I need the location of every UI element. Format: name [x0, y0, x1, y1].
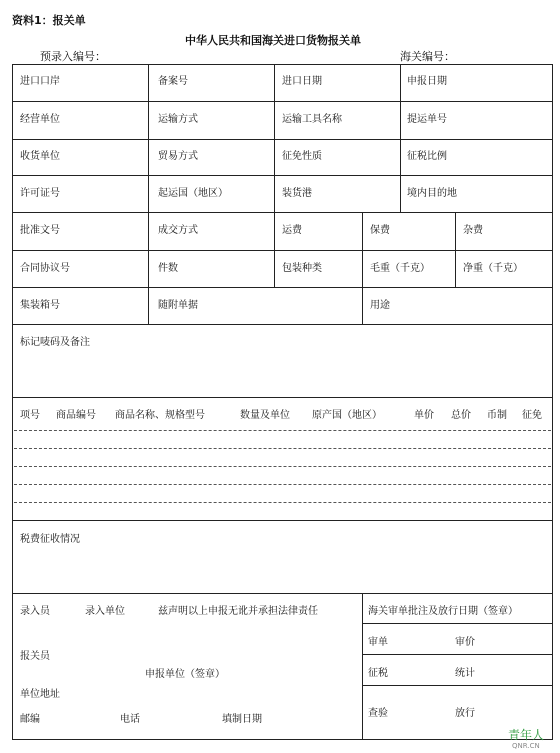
field-vehicle-name: 运输工具名称: [282, 114, 342, 125]
field-loading-port: 装货港: [282, 188, 312, 199]
field-net-weight: 净重（千克）: [463, 263, 523, 274]
field-tax-ratio: 征税比例: [407, 151, 447, 162]
field-tax-status: 税费征收情况: [20, 534, 80, 545]
footer-phone: 电话: [120, 714, 140, 725]
watermark-url: QNR.CN: [512, 742, 540, 750]
footer-inspection: 查验: [368, 708, 388, 719]
field-freight: 运费: [282, 225, 302, 236]
footer-postcode: 邮编: [20, 714, 40, 725]
goods-col-currency: 币制: [487, 410, 507, 421]
field-usage: 用途: [370, 300, 390, 311]
footer-unit-address: 单位地址: [20, 689, 60, 700]
form-title: 中华人民共和国海关进口货物报关单: [185, 34, 361, 47]
field-exemption-nature: 征免性质: [282, 151, 322, 162]
field-container-no: 集装箱号: [20, 300, 60, 311]
field-license-no: 许可证号: [20, 188, 60, 199]
field-gross-weight: 毛重（千克）: [370, 263, 430, 274]
field-consignee: 收货单位: [20, 151, 60, 162]
field-declare-date: 申报日期: [407, 76, 447, 87]
goods-col-levy: 征免: [522, 410, 542, 421]
footer-declaring-unit: 申报单位（签章）: [145, 669, 225, 680]
goods-col-qty-unit: 数量及单位: [240, 410, 290, 421]
material-label: 资料1：报关单: [12, 14, 86, 27]
field-contract-no: 合同协议号: [20, 263, 70, 274]
goods-col-code: 商品编号: [56, 410, 96, 421]
field-record-no: 备案号: [158, 76, 188, 87]
field-package-type: 包装种类: [282, 263, 322, 274]
watermark-brand: 青年人: [508, 728, 545, 742]
footer-entry-clerk: 录入员: [20, 606, 50, 617]
goods-col-origin: 原产国（地区）: [312, 410, 382, 421]
field-deal-mode: 成交方式: [158, 225, 198, 236]
footer-statistics: 统计: [455, 668, 475, 679]
field-pieces: 件数: [158, 263, 178, 274]
goods-col-unit-price: 单价: [414, 410, 434, 421]
field-bill-of-lading: 提运单号: [407, 114, 447, 125]
pre-entry-label: 预录入编号：: [40, 50, 106, 63]
field-approval-no: 批准文号: [20, 225, 60, 236]
field-insurance: 保费: [370, 225, 390, 236]
field-marks-remarks: 标记唛码及备注: [20, 337, 90, 348]
footer-entry-unit: 录入单位: [85, 606, 125, 617]
goods-col-total-price: 总价: [451, 410, 471, 421]
field-import-port: 进口口岸: [20, 76, 60, 87]
field-transport-mode: 运输方式: [158, 114, 198, 125]
field-misc-fee: 杂费: [463, 225, 483, 236]
goods-col-item-no: 项号: [20, 410, 40, 421]
field-domestic-dest: 境内目的地: [407, 188, 457, 199]
field-attached-docs: 随附单据: [158, 300, 198, 311]
footer-customs-approval: 海关审单批注及放行日期（签章）: [368, 606, 518, 617]
footer-fill-date: 填制日期: [222, 714, 262, 725]
field-import-date: 进口日期: [282, 76, 322, 87]
field-origin-country: 起运国（地区）: [158, 188, 228, 199]
footer-review: 审单: [368, 637, 388, 648]
goods-col-name: 商品名称、规格型号: [115, 410, 205, 421]
customs-no-label: 海关编号：: [400, 50, 455, 63]
footer-declarer: 报关员: [20, 651, 50, 662]
field-trade-mode: 贸易方式: [158, 151, 198, 162]
footer-price-review: 审价: [455, 637, 475, 648]
footer-release: 放行: [455, 708, 475, 719]
field-operator: 经营单位: [20, 114, 60, 125]
footer-declaration: 兹声明以上申报无讹并承担法律责任: [158, 606, 318, 617]
footer-levy-tax: 征税: [368, 668, 388, 679]
